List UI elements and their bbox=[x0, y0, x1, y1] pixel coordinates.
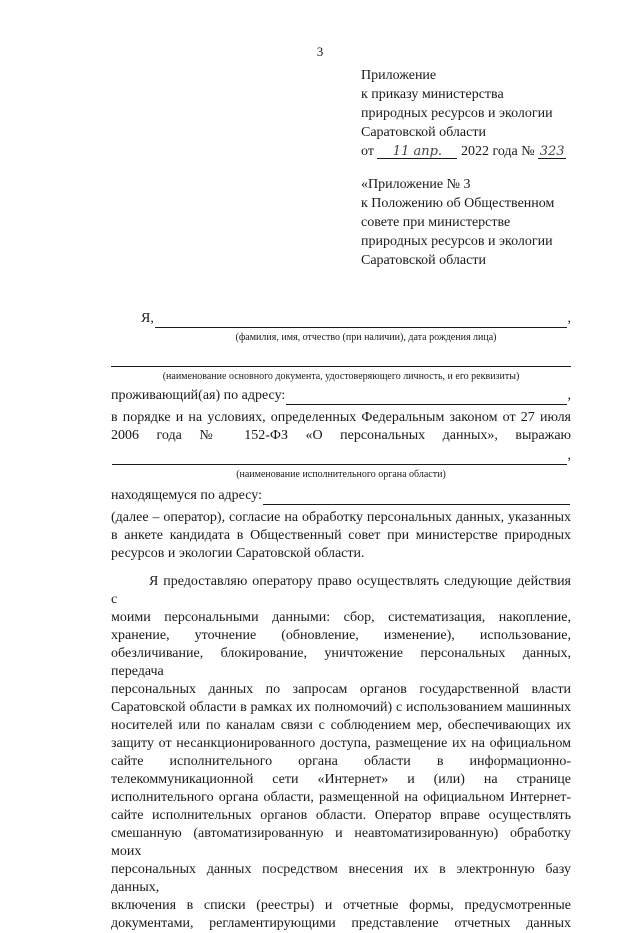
law-line: в порядке и на условиях, определенных Федеральным законом от 27 июля bbox=[111, 410, 571, 425]
paragraph-line: ресурсов и экологии Саратовской области. bbox=[111, 546, 365, 561]
rights-paragraph bbox=[111, 573, 571, 933]
handwritten-number: 323 bbox=[539, 144, 565, 159]
org-row bbox=[111, 447, 571, 465]
consent-form bbox=[111, 310, 571, 933]
paragraph-line: исполнительного органа области, размещенной на официальном Интернет- bbox=[111, 790, 571, 805]
appendix-line: природных ресурсов и экологии bbox=[361, 106, 553, 121]
fio-field[interactable] bbox=[155, 313, 567, 328]
comma: , bbox=[567, 448, 571, 463]
appendix-inner-header bbox=[361, 175, 554, 270]
location-row bbox=[111, 487, 571, 505]
handwritten-date: 11 апр. bbox=[377, 145, 457, 159]
location-field[interactable] bbox=[263, 490, 570, 505]
doc-field[interactable] bbox=[111, 350, 571, 367]
paragraph-line: персональных данных по запросам органов государственной власти bbox=[111, 682, 571, 697]
residing-label: проживающий(ая) по адресу: bbox=[111, 388, 286, 403]
paragraph-line: документами, регламентирующими представление отчетных данных bbox=[111, 916, 571, 931]
caption-fio: (фамилия, имя, отчество (при наличии), дата рождения лица) bbox=[235, 332, 497, 343]
paragraph-line: защиту от несанкционированного доступа, размещение их на официальном bbox=[111, 736, 571, 751]
caption-org: (наименование исполнительного органа области) bbox=[236, 469, 446, 480]
appendix-inner-line: природных ресурсов и экологии bbox=[361, 234, 553, 249]
paragraph-line: в анкете кандидата в Общественный совет при министерстве природных bbox=[111, 528, 571, 543]
appendix-inner-line: к Положению об Общественном bbox=[361, 196, 555, 211]
appendix-line: Саратовской области bbox=[361, 125, 486, 140]
paragraph-line: сайте исполнительного органа области в информационно- bbox=[111, 754, 571, 769]
appendix-header bbox=[361, 66, 566, 161]
paragraph-line: моими персональными данными: сбор, систематизация, накопление, bbox=[111, 610, 571, 625]
paragraph-line: хранение, уточнение (обновление, изменение), использование, bbox=[111, 628, 571, 643]
appendix-date-line bbox=[361, 142, 566, 161]
ya-label: Я, bbox=[141, 311, 154, 326]
comma: , bbox=[567, 388, 571, 403]
page-number: 3 bbox=[316, 44, 324, 59]
paragraph-line: телекоммуникационной сети «Интернет» и (или) на странице bbox=[111, 772, 571, 787]
date-prefix: от bbox=[361, 144, 374, 159]
paragraph-line: сайте исполнительных органов области. Оператор вправе осуществлять bbox=[111, 808, 571, 823]
located-label: находящемуся по адресу: bbox=[111, 488, 262, 503]
address-row bbox=[111, 387, 571, 405]
comma: , bbox=[567, 311, 571, 326]
paragraph-line: обезличивание, блокирование, уничтожение персональных данных, передача bbox=[111, 646, 571, 679]
paragraph-line: включения в списки (реестры) и отчетные формы, предусмотренные bbox=[111, 898, 571, 913]
order-year: 2022 года № bbox=[460, 144, 535, 159]
paragraph-line: смешанную (автоматизированную и неавтоматизированную) обработку моих bbox=[111, 826, 571, 859]
org-field[interactable] bbox=[112, 450, 567, 465]
paragraph-line: (далее – оператор), согласие на обработку персональных данных, указанных bbox=[111, 510, 571, 525]
fio-row bbox=[111, 310, 571, 328]
paragraph-line: Саратовской области в рамках их полномочий) с использованием машинных bbox=[111, 700, 571, 715]
caption-doc: (наименование основного документа, удостоверяющего личность, и его реквизиты) bbox=[162, 371, 520, 382]
address-field[interactable] bbox=[286, 390, 566, 405]
paragraph-line: носителей или по каналам связи с соблюдением мер, обеспечивающих их bbox=[111, 718, 571, 733]
law-line: 2006 года № 152-ФЗ «О персональных данных», выражаю bbox=[111, 428, 571, 443]
appendix-inner-line: «Приложение № 3 bbox=[361, 177, 471, 192]
appendix-inner-line: Саратовской области bbox=[361, 253, 486, 268]
appendix-line: Приложение bbox=[361, 68, 437, 83]
paragraph-line: персональных данных посредством внесения их в электронную базу данных, bbox=[111, 862, 571, 895]
appendix-line: к приказу министерства bbox=[361, 87, 504, 102]
appendix-inner-line: совете при министерстве bbox=[361, 215, 511, 230]
paragraph-line: Я предоставляю оператору право осуществлять следующие действия с bbox=[111, 574, 571, 607]
